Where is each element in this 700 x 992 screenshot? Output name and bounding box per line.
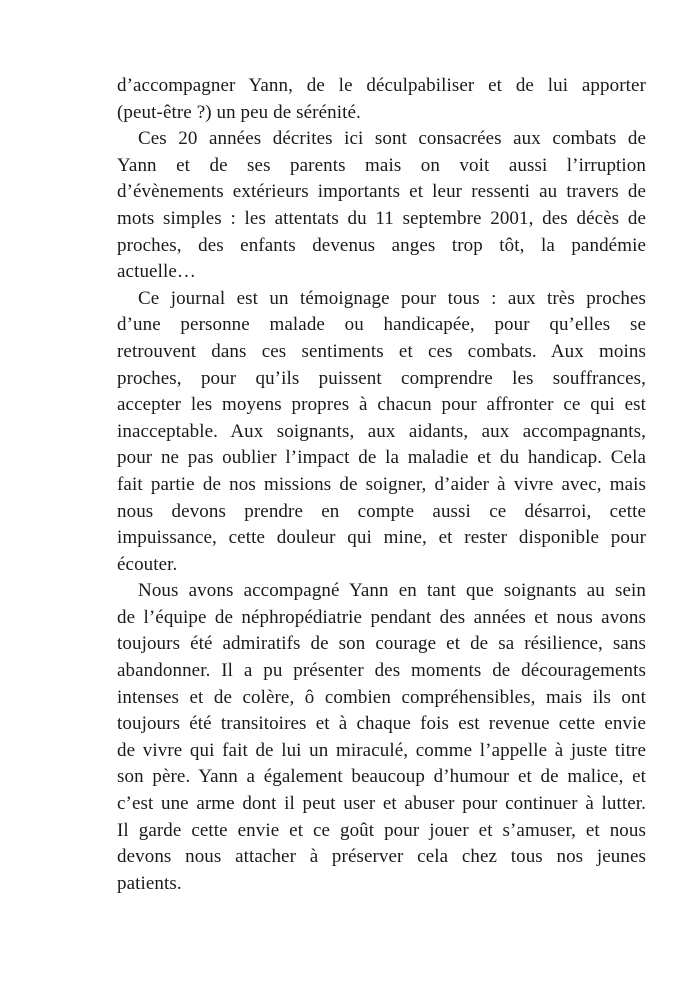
text-line: impuissance, cette douleur qui mine, et rester disponible pour [117,527,646,549]
text-line: toujours été transitoires et à chaque fois est revenue cette envie [117,713,646,735]
paragraph [117,126,646,286]
text-line: mots simples : les attentats du 11 septembre 2001, des décès de [117,207,646,229]
text-line: son père. Yann a également beaucoup d’humour et de malice, et [117,766,646,788]
paragraph [117,286,646,579]
text-line: proches, pour qu’ils puissent comprendre les souffrances, [117,367,646,389]
text-line: (peut-être ?) un peu de sérénité. [117,101,361,123]
text-line: abandonner. Il a pu présenter des moments de découragements [117,660,646,682]
text-line: fait partie de nos missions de soigner, d’aider à vivre avec, mais [117,473,646,495]
text-line: Ce journal est un témoignage pour tous : aux très proches [138,287,646,309]
text-line: c’est une arme dont il peut user et abuser pour continuer à lutter. [117,793,646,815]
text-line: retrouvent dans ces sentiments et ces combats. Aux moins [117,340,646,362]
text-line: inacceptable. Aux soignants, aux aidants, aux accompagnants, [117,420,646,442]
text-line: toujours été admiratifs de son courage et de sa résilience, sans [117,633,646,655]
text-line: intenses et de colère, ô combien compréhensibles, mais ils ont [117,686,646,708]
text-line: proches, des enfants devenus anges trop tôt, la pandémie [117,234,646,256]
text-line: nous devons prendre en compte aussi ce désarroi, cette [117,500,646,522]
text-line: accepter les moyens propres à chacun pour affronter ce qui est [117,394,646,416]
text-line: pour ne pas oublier l’impact de la maladie et du handicap. Cela [117,447,646,469]
text-line: écouter. [117,553,178,575]
paragraph [117,73,646,126]
text-line: de vivre qui fait de lui un miraculé, comme l’appelle à juste titre [117,739,646,761]
text-line: Ces 20 années décrites ici sont consacrées aux combats de [138,128,646,150]
paragraph [117,578,646,897]
text-line: d’une personne malade ou handicapée, pour qu’elles se [117,314,646,336]
text-line: Nous avons accompagné Yann en tant que soignants au sein [138,580,646,602]
text-line: Il garde cette envie et ce goût pour jouer et s’amuser, et nous [117,819,646,841]
text-line: Yann et de ses parents mais on voit aussi l’irruption [117,154,646,176]
page-text-block [117,73,646,897]
text-line: d’évènements extérieurs importants et leur ressenti au travers de [117,181,646,203]
text-line: actuelle… [117,261,196,283]
text-line: patients. [117,872,182,894]
text-line: de l’équipe de néphropédiatrie pendant des années et nous avons [117,606,646,628]
text-line: devons nous attacher à préserver cela chez tous nos jeunes [117,846,646,868]
text-line: d’accompagner Yann, de le déculpabiliser et de lui apporter [117,75,646,96]
